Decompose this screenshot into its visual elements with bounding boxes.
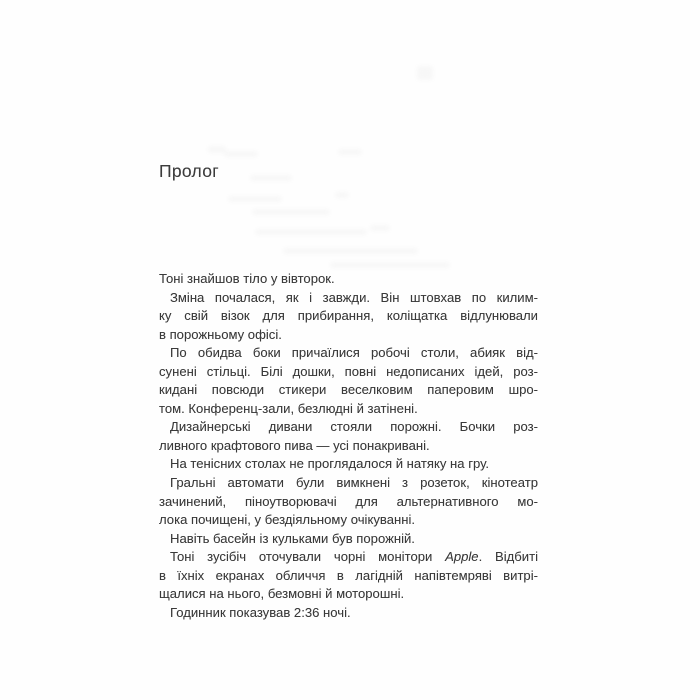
bleed-through-mark: [283, 248, 418, 254]
text-line: ку свій візок для прибирання, коліщатка відлунювали: [159, 308, 538, 324]
prologue-body-text: [159, 270, 538, 622]
chapter-heading: Пролог: [159, 161, 219, 181]
bleed-through-mark: [330, 262, 450, 268]
text-line: Навіть басейн із кульками був порожній.: [170, 530, 415, 546]
text-line: лока почищені, у бездіяльному очікуванні.: [159, 512, 415, 528]
bleed-through-mark: [417, 66, 433, 80]
text-line: На тенісних столах не проглядалося й натяку на гру.: [170, 456, 489, 472]
bleed-through-mark: [252, 209, 330, 215]
text-line: Зміна почалася, як і завжди. Він штовхав по килим-: [170, 289, 538, 305]
bleed-through-mark: [338, 149, 362, 155]
text-line: щалися на нього, безмовні й моторошні.: [159, 586, 405, 602]
bleed-through-mark: [224, 151, 258, 157]
bleed-through-mark: [255, 229, 367, 235]
text-line: в порожньому офісі.: [159, 326, 282, 342]
bleed-through-mark: [208, 146, 226, 153]
bleed-through-mark: [370, 225, 390, 231]
text-line: Дизайнерські дивани стояли порожні. Бочки роз-: [170, 419, 538, 435]
text-line: том. Конференц-зали, безлюдні й затінені.: [159, 400, 418, 416]
text-line: кидані повсюди стикери веселковим паперовим шро-: [159, 382, 538, 398]
text-line: ливного крафтового пива — усі понакривані.: [159, 437, 430, 453]
bleed-through-mark: [335, 192, 349, 198]
text-line: зачинений, піноутворювачі для альтернативного мо-: [159, 493, 538, 509]
text-line: Тоні зусібіч оточували чорні монітори Apple. Відбиті: [170, 549, 538, 565]
text-line: По обидва боки причаїлися робочі столи, абияк від-: [170, 345, 538, 361]
bleed-through-mark: [228, 196, 282, 202]
text-line: Тоні знайшов тіло у вівторок.: [159, 271, 335, 286]
bleed-through-mark: [250, 175, 292, 181]
text-line: сунені стільці. Білі дошки, повні недописаних ідей, роз-: [159, 363, 538, 379]
text-line: Гральні автомати були вимкнені з розеток, кінотеатр: [170, 475, 538, 491]
text-line: Годинник показував 2:36 ночі.: [170, 604, 351, 620]
text-line: в їхніх екранах обличчя в лагідній напівтемряві витрі-: [159, 567, 538, 583]
